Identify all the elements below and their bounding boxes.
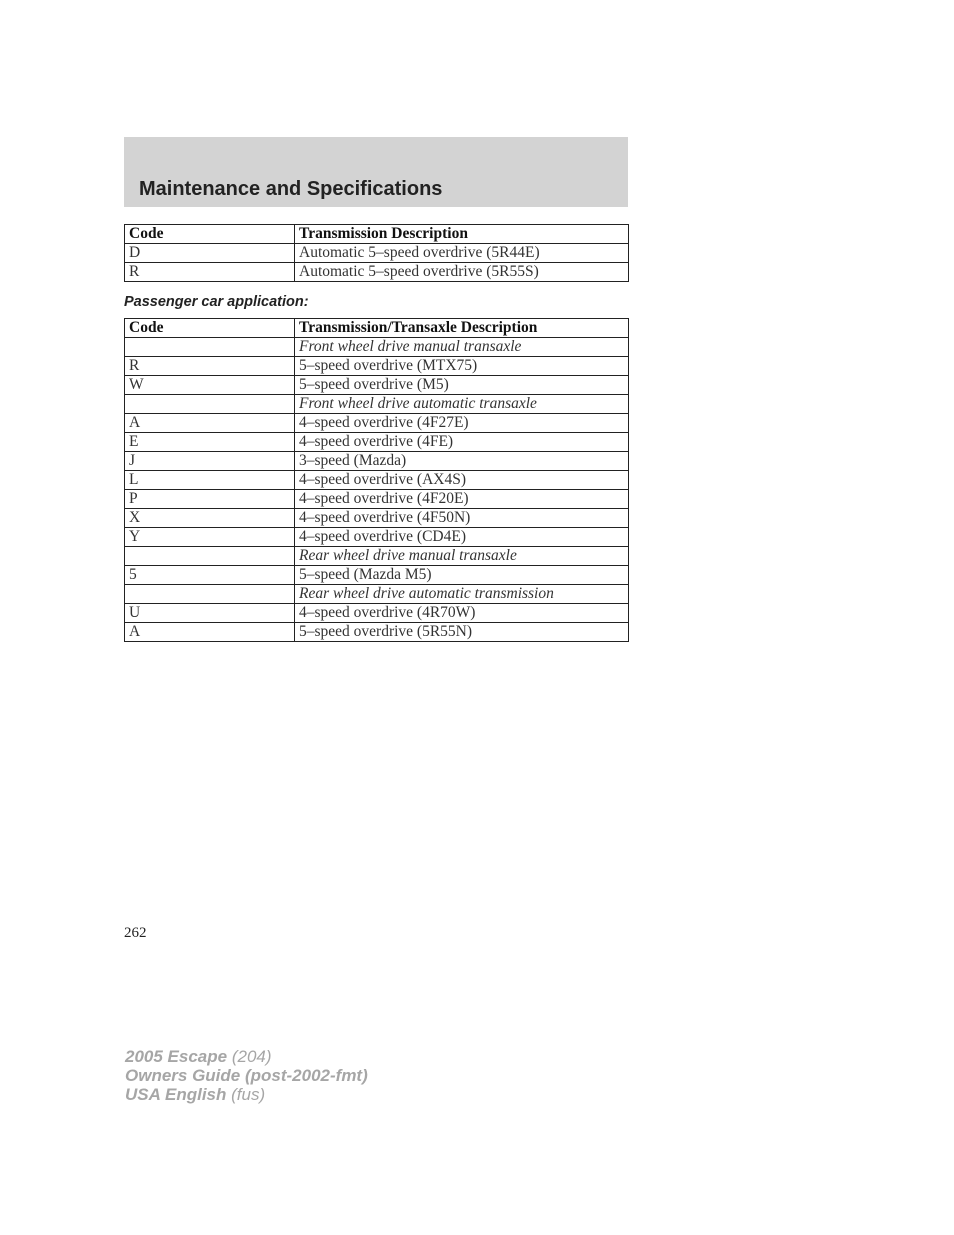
description-cell: 5–speed overdrive (MTX75) (295, 357, 629, 376)
description-cell: Automatic 5–speed overdrive (5R55S) (295, 263, 629, 282)
description-cell: 5–speed overdrive (5R55N) (295, 623, 629, 642)
group-label-cell: Front wheel drive automatic transaxle (295, 395, 629, 414)
table-group-row (125, 338, 629, 357)
footer-line-language (125, 1085, 368, 1104)
table-row (125, 471, 629, 490)
description-cell: 4–speed overdrive (4F50N) (295, 509, 629, 528)
passenger-car-label: Passenger car application: (124, 294, 309, 310)
table-row (125, 433, 629, 452)
group-label-cell: Rear wheel drive automatic transmission (295, 585, 629, 604)
table-row (125, 452, 629, 471)
code-cell: J (125, 452, 295, 471)
table-row (125, 376, 629, 395)
code-cell: 5 (125, 566, 295, 585)
footer-guide-name: Owners Guide (post-2002-fmt) (125, 1066, 368, 1085)
table-header-row (125, 319, 629, 338)
description-cell: 4–speed overdrive (CD4E) (295, 528, 629, 547)
footer-language-name: USA English (125, 1085, 227, 1104)
document-footer (125, 1047, 368, 1104)
table-row (125, 509, 629, 528)
description-cell: Automatic 5–speed overdrive (5R44E) (295, 244, 629, 263)
description-cell: 5–speed (Mazda M5) (295, 566, 629, 585)
description-cell: 4–speed overdrive (AX4S) (295, 471, 629, 490)
code-cell: U (125, 604, 295, 623)
code-cell (125, 547, 295, 566)
code-cell (125, 338, 295, 357)
description-cell: 5–speed overdrive (M5) (295, 376, 629, 395)
table-row (125, 263, 629, 282)
footer-line-guide (125, 1066, 368, 1085)
passenger-car-transmission-table (124, 318, 629, 642)
table-header-row (125, 225, 629, 244)
group-label-cell: Rear wheel drive manual transaxle (295, 547, 629, 566)
code-cell: A (125, 623, 295, 642)
footer-language-code: (fus) (231, 1085, 266, 1104)
code-cell: Y (125, 528, 295, 547)
table-row (125, 490, 629, 509)
transmission-code-table (124, 224, 629, 282)
code-cell: W (125, 376, 295, 395)
code-cell: R (125, 263, 295, 282)
footer-model-name: 2005 Escape (125, 1047, 228, 1066)
footer-model-code: (204) (231, 1047, 272, 1066)
code-cell: R (125, 357, 295, 376)
code-cell: P (125, 490, 295, 509)
table-group-row (125, 547, 629, 566)
description-cell: 4–speed overdrive (4FE) (295, 433, 629, 452)
code-cell: D (125, 244, 295, 263)
section-header-band (124, 137, 628, 207)
code-cell: A (125, 414, 295, 433)
description-cell: 4–speed overdrive (4F27E) (295, 414, 629, 433)
table-group-row (125, 395, 629, 414)
description-cell: 4–speed overdrive (4F20E) (295, 490, 629, 509)
table-row (125, 604, 629, 623)
code-cell: X (125, 509, 295, 528)
section-title: Maintenance and Specifications (139, 178, 443, 200)
column-header-description: Transmission Description (295, 225, 629, 244)
table-row (125, 528, 629, 547)
code-cell: L (125, 471, 295, 490)
page-number: 262 (124, 925, 147, 941)
code-cell (125, 395, 295, 414)
column-header-description: Transmission/Transaxle Description (295, 319, 629, 338)
table-row (125, 357, 629, 376)
table-row (125, 244, 629, 263)
footer-line-model (125, 1047, 368, 1066)
code-cell (125, 585, 295, 604)
code-cell: E (125, 433, 295, 452)
table-row (125, 414, 629, 433)
group-label-cell: Front wheel drive manual transaxle (295, 338, 629, 357)
table-row (125, 566, 629, 585)
column-header-code: Code (125, 225, 295, 244)
table-row (125, 623, 629, 642)
description-cell: 3–speed (Mazda) (295, 452, 629, 471)
table-group-row (125, 585, 629, 604)
description-cell: 4–speed overdrive (4R70W) (295, 604, 629, 623)
column-header-code: Code (125, 319, 295, 338)
